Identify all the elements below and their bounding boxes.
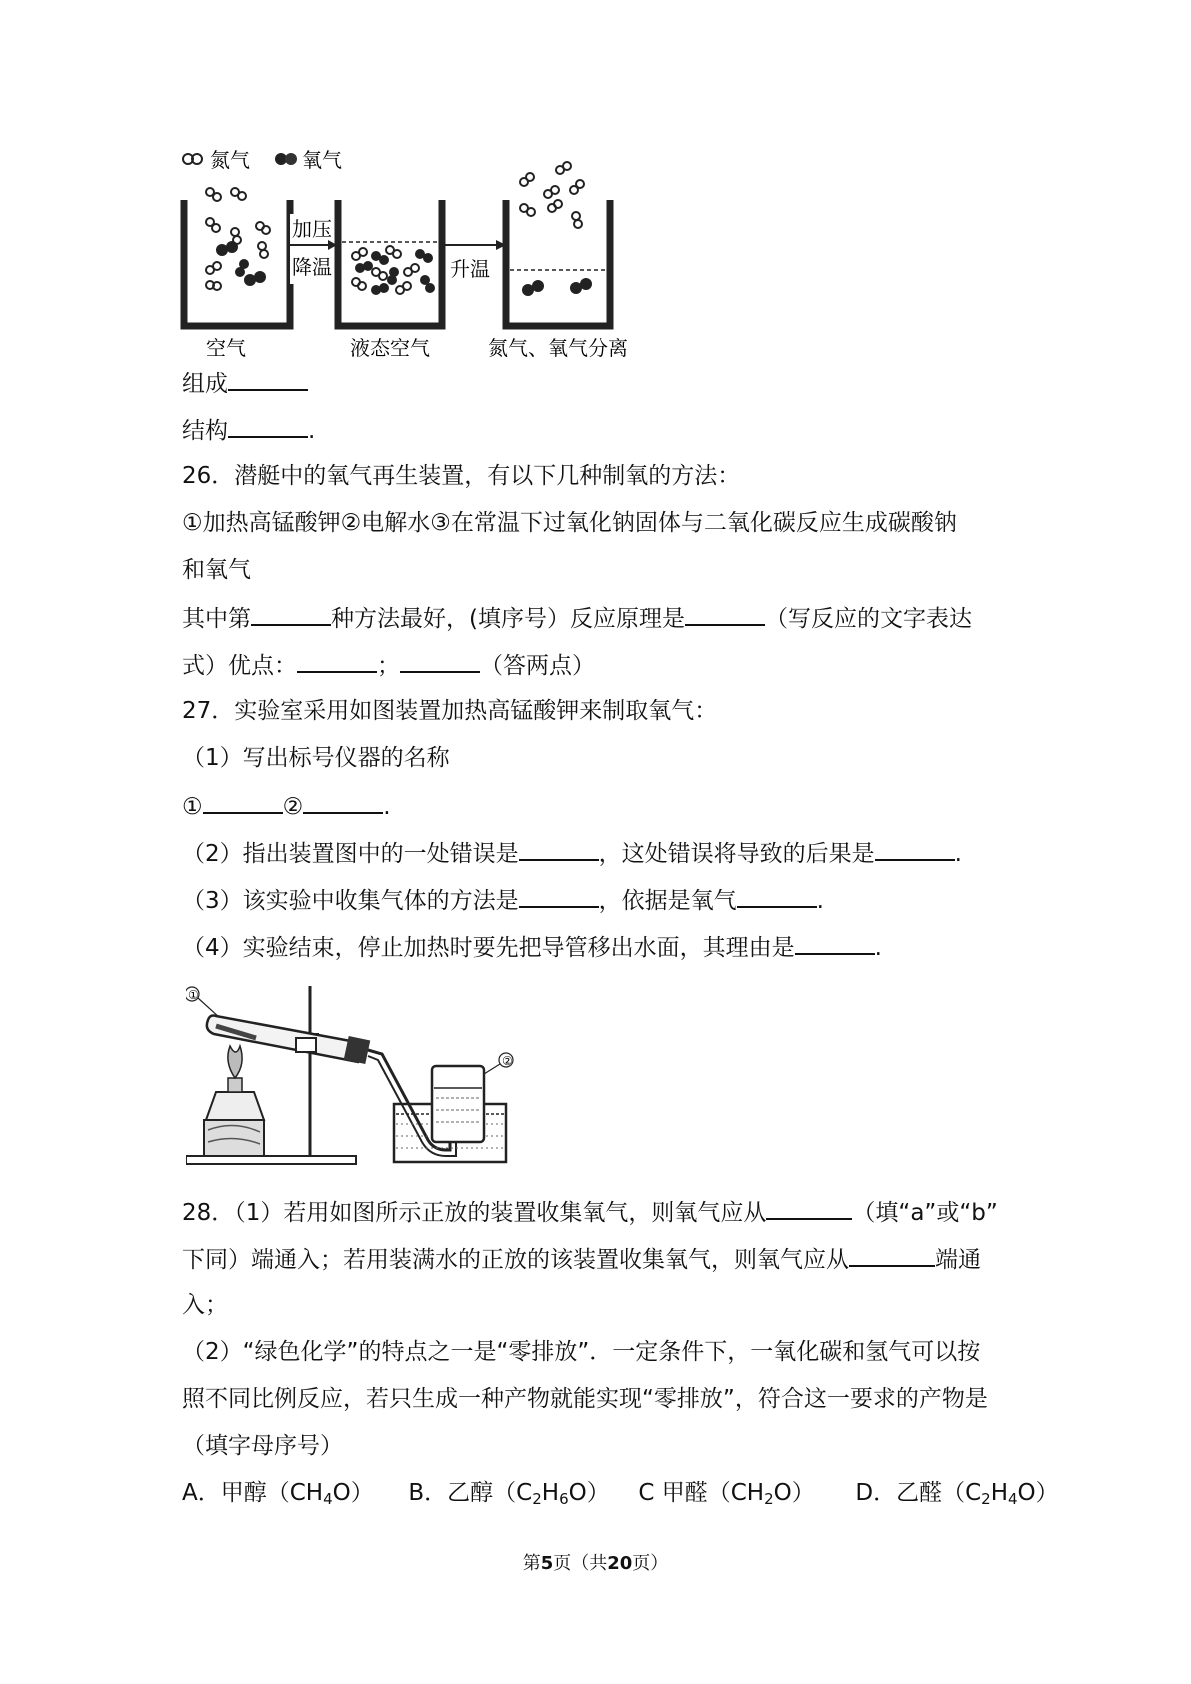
container-separated <box>506 200 610 326</box>
subscript: 4 <box>323 1490 333 1508</box>
punct: . <box>816 888 824 914</box>
q28-part2-line1: （2）“绿色化学”的特点之一是“零排放”．一定条件下，一氧化碳和氢气可以按 <box>182 1339 981 1365</box>
liquid-air-molecules <box>352 246 435 295</box>
text: 页（共 <box>553 1553 608 1574</box>
answer-blank[interactable] <box>251 602 331 626</box>
caption-air: 空气 <box>206 336 246 360</box>
answer-blank[interactable] <box>737 884 817 908</box>
text: B．乙醇（C <box>408 1480 533 1506</box>
text: ② <box>282 794 304 820</box>
label-2-text: ② <box>502 1054 513 1068</box>
text: （2）指出装置图中的一处错误是 <box>182 841 519 867</box>
text: H <box>990 1480 1008 1506</box>
punct: . <box>874 935 882 961</box>
text: 28．（1）若用如图所示正放的装置收集氧气，则氧气应从 <box>182 1200 767 1226</box>
text: ； <box>377 653 400 679</box>
answer-blank[interactable] <box>766 1196 852 1220</box>
option-b[interactable] <box>408 1480 609 1506</box>
text: ，这处错误将导致的后果是 <box>598 841 875 867</box>
caption-separated: 氮气、氧气分离 <box>488 336 628 360</box>
air-separation-diagram <box>180 150 670 360</box>
flame <box>228 1046 242 1078</box>
total-pages: 20 <box>607 1553 633 1574</box>
answer-blank[interactable] <box>228 367 308 391</box>
option-d[interactable] <box>855 1480 1058 1506</box>
text: O） <box>1017 1480 1059 1506</box>
text: （4）实验结束，停止加热时要先把导管移出水面，其理由是 <box>182 935 795 961</box>
answer-blank[interactable] <box>228 414 308 438</box>
subscript: 2 <box>532 1490 542 1508</box>
nitrogen-escaping <box>520 162 584 228</box>
alcohol-lamp <box>206 1092 264 1120</box>
answer-blank[interactable] <box>519 837 599 861</box>
q27-part1-blanks <box>182 790 391 822</box>
gas-collecting-bottle <box>432 1066 484 1142</box>
q27-part2 <box>182 837 962 869</box>
text: （答两点） <box>480 653 595 679</box>
q28-part1-line3: 入； <box>182 1292 228 1318</box>
text: 第 <box>522 1553 541 1574</box>
q26-ask-line <box>182 602 972 634</box>
text: D．乙醛（C <box>855 1480 982 1506</box>
oxygen-remaining <box>522 278 592 296</box>
oxygen-apparatus-diagram <box>186 980 542 1170</box>
subscript: 2 <box>764 1490 774 1508</box>
q26-title: 26．潜艇中的氧气再生装置，有以下几种制氧的方法： <box>182 463 741 489</box>
container-liquid-air <box>338 200 442 326</box>
caption-liquid-air: 液态空气 <box>350 336 430 360</box>
q28-part1-line2 <box>182 1243 981 1275</box>
text: O） <box>568 1480 610 1506</box>
text: ，依据是氧气 <box>598 888 737 914</box>
text: （写反应的文字表达 <box>764 606 972 632</box>
legend-nitrogen-label: 氮气 <box>210 150 250 172</box>
clamp <box>296 1038 316 1052</box>
answer-blank[interactable] <box>875 837 955 861</box>
text: A．甲醇（CH <box>182 1480 324 1506</box>
q27-part3 <box>182 884 824 916</box>
arrow1-label-top: 加压 <box>292 217 332 241</box>
arrow2-label: 升温 <box>450 257 490 281</box>
subscript: 4 <box>1007 1490 1018 1508</box>
punct: . <box>383 794 391 820</box>
q25-structure-line <box>182 414 315 446</box>
text: C 甲醛（CH <box>638 1480 765 1506</box>
q28-options <box>182 1478 1059 1514</box>
answer-blank[interactable] <box>400 649 480 673</box>
text: 式）优点： <box>182 653 297 679</box>
text: O） <box>332 1480 374 1506</box>
answer-blank[interactable] <box>297 649 377 673</box>
answer-blank[interactable] <box>685 602 765 626</box>
answer-blank[interactable] <box>849 1243 935 1267</box>
option-a[interactable] <box>182 1480 374 1506</box>
q28-part2-line3: （填字母序号） <box>182 1433 343 1459</box>
option-c[interactable] <box>638 1480 814 1506</box>
text: 种方法最好，(填序号）反应原理是 <box>331 606 685 632</box>
container-air <box>184 200 290 326</box>
q25-composition-line <box>182 367 308 399</box>
answer-blank[interactable] <box>795 931 875 955</box>
q25-label-composition: 组成 <box>182 371 228 397</box>
text: O） <box>773 1480 815 1506</box>
stand-base <box>186 1156 356 1164</box>
subscript: 2 <box>981 1490 991 1508</box>
q27-part1: （1）写出标号仪器的名称 <box>182 745 450 771</box>
text: 端通 <box>935 1247 981 1273</box>
text: （3）该实验中收集气体的方法是 <box>182 888 519 914</box>
punct: . <box>954 841 962 867</box>
text: （填“a”或“b” <box>852 1200 998 1226</box>
q28-part1-line1 <box>182 1196 998 1228</box>
arrow1-label-bottom: 降温 <box>292 255 332 279</box>
q26-ask-line2 <box>182 649 595 681</box>
answer-blank[interactable] <box>203 790 283 814</box>
text: 其中第 <box>182 606 251 632</box>
label-1-text: ① <box>188 988 199 1002</box>
q28-part2-line2: 照不同比例反应，若只生成一种产物就能实现“零排放”，符合这一要求的产物是 <box>182 1386 988 1412</box>
answer-blank[interactable] <box>303 790 383 814</box>
text: 下同）端通入；若用装满水的正放的该装置收集氧气，则氧气应从 <box>182 1247 849 1273</box>
q26-methods-line1: ①加热高锰酸钾②电解水③在常温下过氧化钠固体与二氧化碳反应生成碳酸钠 <box>182 510 957 536</box>
q27-part4 <box>182 931 882 963</box>
answer-blank[interactable] <box>519 884 599 908</box>
text: ① <box>182 794 203 820</box>
legend-oxygen-label: 氧气 <box>302 150 342 172</box>
page-number: 5 <box>540 1553 554 1574</box>
page-footer <box>0 1549 1191 1575</box>
nitrogen-legend-icon <box>183 154 202 164</box>
text: 页） <box>632 1553 669 1574</box>
text: H <box>541 1480 560 1506</box>
oxygen-legend-icon <box>275 153 297 165</box>
q26-methods-line2: 和氧气 <box>182 557 251 583</box>
subscript: 6 <box>559 1490 569 1508</box>
punct: . <box>308 418 316 444</box>
q25-label-structure: 结构 <box>182 418 228 444</box>
q27-title: 27．实验室采用如图装置加热高锰酸钾来制取氧气： <box>182 698 718 724</box>
